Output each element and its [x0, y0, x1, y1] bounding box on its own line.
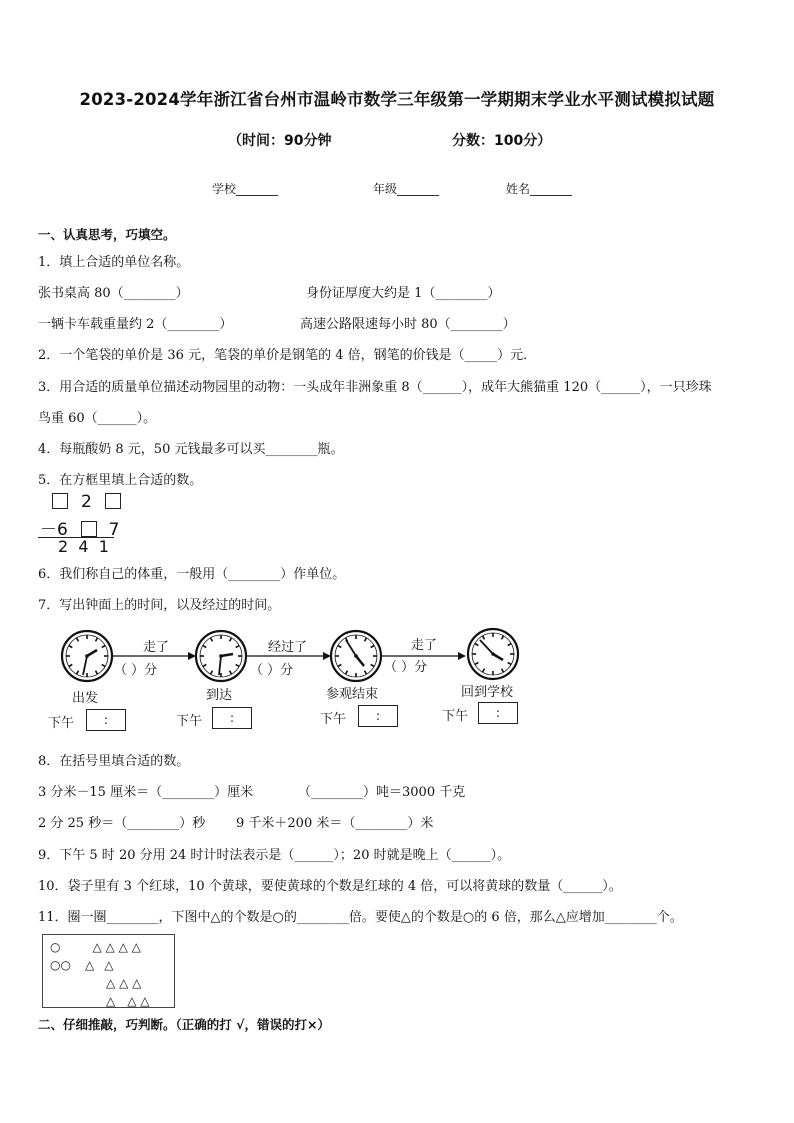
q8-c: 2 分 25 秒＝（________）秒	[38, 816, 206, 831]
arrow1-label: 走了	[143, 640, 170, 655]
arrow3-blank[interactable]: （ ）分	[384, 660, 428, 675]
triangle-icon: △	[84, 958, 95, 972]
triangle-icon: △	[119, 976, 129, 990]
clock1-time-box[interactable]: :	[86, 709, 126, 731]
q1-a: 张书桌高 80（________）	[38, 286, 189, 301]
q8-b: （________）吨＝3000 千克	[298, 785, 466, 800]
q1-b: 身份证厚度大约是 1（________）	[306, 286, 501, 301]
q8-d: 9 千米＋200 米＝（________）米	[236, 816, 434, 831]
name-field[interactable]: 姓名_______	[506, 182, 573, 196]
q5-row1	[52, 492, 121, 512]
q2: 2．一个笔袋的单价是 36 元，笔袋的单价是钢笔的 4 倍，钢笔的价钱是（_____）元．	[38, 348, 537, 363]
clock4-label: 回到学校	[461, 685, 514, 700]
page-title: 2023-2024学年浙江省台州市温岭市数学三年级第一学期期末学业水平测试模拟试题	[79, 90, 715, 109]
q3-line1: 3．用合适的质量单位描述动物园里的动物：一头成年非洲象重 8（______），成年大熊猫重 120（______），一只珍珠	[38, 380, 712, 395]
q5-result: 2 4 1	[58, 537, 109, 556]
clock1-label: 出发	[72, 691, 99, 706]
q9: 9．下午 5 时 20 分用 24 时计时法表示是（______）；20 时就是晚上（______）。	[38, 848, 511, 863]
q1-d: 高速公路限速每小时 80（________）	[300, 317, 516, 332]
q10: 10．袋子里有 3 个红球，10 个黄球，要使黄球的个数是红球的 4 倍，可以将黄球的数量（______）。	[38, 879, 622, 894]
q5-box-ones[interactable]	[105, 493, 121, 509]
clock3-time-box[interactable]: :	[358, 705, 398, 727]
q11-shapes	[50, 938, 150, 1010]
triangle-icon: △	[127, 994, 137, 1008]
arrow3-label: 走了	[411, 638, 438, 653]
q5-minus-six: －6	[40, 520, 68, 540]
section2-heading: 二、仔细推敲，巧判断。（正确的打 √，错误的打×）	[38, 1017, 330, 1032]
clock4-prefix: 下午	[442, 709, 469, 724]
circle-icon: ○	[60, 958, 71, 972]
clock-icon	[331, 631, 381, 681]
clock-icon	[62, 631, 112, 681]
grade-field[interactable]: 年级_______	[373, 182, 440, 196]
triangle-icon: △	[118, 940, 128, 954]
q5-row1-digit: 2	[80, 492, 92, 512]
q7-stem: 7．写出钟面上的时间，以及经过的时间。	[38, 598, 281, 613]
triangle-icon: △	[132, 976, 142, 990]
school-field[interactable]: 学校_______	[212, 182, 279, 196]
q5-row2-digit: 7	[108, 520, 120, 540]
triangle-icon: △	[106, 976, 116, 990]
triangle-icon: △	[92, 940, 102, 954]
triangle-icon: △	[131, 940, 141, 954]
circle-icon: ○	[50, 958, 61, 972]
q11: 11．圈一圈________，下图中△的个数是○的________倍。要使△的个数是○的 6 倍，那么△应增加________个。	[38, 910, 683, 925]
section1-heading: 一、认真思考，巧填空。	[38, 227, 176, 242]
clock1-prefix: 下午	[48, 716, 75, 731]
triangle-icon: △	[106, 994, 116, 1008]
q4: 4．每瓶酸奶 8 元，50 元钱最多可以买________瓶。	[38, 442, 344, 457]
q3-line2: 鸟重 60（______）。	[38, 411, 157, 426]
q8-a: 3 分米－15 厘米＝（________）厘米	[38, 785, 254, 800]
arrow2-label: 经过了	[268, 640, 308, 655]
clock3-prefix: 下午	[320, 712, 347, 727]
clock-icon	[196, 631, 246, 681]
clock3-label: 参观结束	[326, 687, 379, 702]
circle-icon: ○	[50, 940, 61, 954]
triangle-icon: △	[105, 940, 115, 954]
clock2-prefix: 下午	[176, 714, 203, 729]
q1-stem: 1．填上合适的单位名称。	[38, 255, 190, 270]
arrow1-blank[interactable]: （ ）分	[114, 663, 158, 678]
triangle-icon: △	[140, 994, 150, 1008]
q5-box-tens[interactable]	[81, 521, 97, 537]
exam-score: 分数：100分）	[452, 133, 552, 149]
arrow2-blank[interactable]: （ ）分	[250, 663, 294, 678]
q5-stem: 5．在方框里填上合适的数。	[38, 473, 203, 488]
clock2-time-box[interactable]: :	[212, 707, 252, 729]
exam-time: （时间：90分钟	[228, 133, 332, 149]
q1-c: 一辆卡车载重量约 2（________）	[38, 317, 233, 332]
q6: 6．我们称自己的体重，一般用（________）作单位。	[38, 567, 346, 582]
clock-icon	[468, 629, 518, 679]
clock2-label: 到达	[206, 688, 233, 703]
clock4-time-box[interactable]: :	[478, 702, 518, 724]
q8-stem: 8．在括号里填合适的数。	[38, 754, 190, 769]
triangle-icon: △	[104, 958, 114, 972]
q5-box-hundreds[interactable]	[52, 493, 68, 509]
